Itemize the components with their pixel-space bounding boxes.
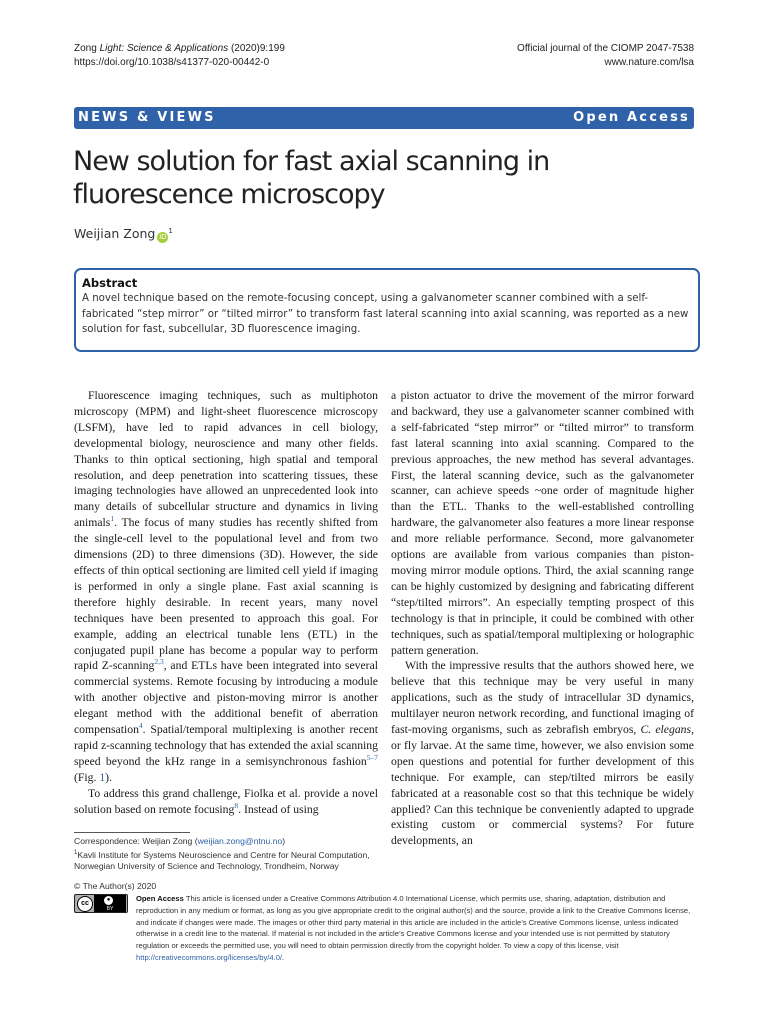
footnote-rule bbox=[74, 832, 190, 833]
text-run: , or fly larvae. At the same time, however, we also envision some open questions and potential for further development of this technique. For example, can step/tilted mirrors be easily fabricated at a reasonable cost so that this technique be widely applied? Can this technique be conveniently adapted to upgrade existing custom or commercial systems? For future developments, an bbox=[391, 723, 694, 848]
license-text bbox=[74, 893, 694, 964]
author-name[interactable]: Weijian Zong bbox=[74, 226, 156, 241]
paragraph-1 bbox=[74, 388, 378, 786]
text-run: . Spatial/temporal multiplexing is another recent rapid z-scanning technology that has extended the axial scanning speed beyond the kHz range in a semisynchronous fashion bbox=[74, 723, 378, 768]
species-name: C. elegans bbox=[640, 723, 692, 737]
text-run: Fluorescence imaging techniques, such as multiphoton microscopy (MPM) and light-sheet fluorescence microscopy (LSFM), have led to rapid advances in cell biology, developmental biology, neuroscience and many other fields. Thanks to thin optical sectioning, high spatial and temporal resolution, and deep penetration into scattering tissues, these imaging technologies have allowed an unprecedented look into many details of subcellular structure and dynamics in living animals bbox=[74, 389, 378, 530]
figure-ref[interactable]: 1 bbox=[99, 770, 106, 784]
section-type: NEWS & VIEWS bbox=[78, 110, 216, 125]
citation-ref[interactable]: 8 bbox=[234, 800, 239, 810]
author-line bbox=[74, 226, 173, 243]
text-run: With the impressive results that the authors showed here, we believe that this technique may be very useful in many applications, such as the study of intracellular 3D dynamics, multilayer neuron network recording, and functional imaging of fast-moving organisms, such as zebrafish embryos, bbox=[391, 659, 694, 737]
journal-official: Official journal of the CIOMP 2047-7538 bbox=[517, 43, 694, 54]
paragraph-2-cont: a piston actuator to drive the movement of the mirror forward and backward, they use a galvanometer scanner combined with a self-fabricated “step mirror” or “tilted mirror” to transform fast lateral scanning into axial scanning. Compared to the previous approaches, the new method has several advantages. First, the lateral scanning device, such as the galvanometer scanner, can achieve speeds ~one order of magnitude higher than the ETL. Thanks to the well-established controlling hardware, the galvanometer also features a more linear response and more reliable performance. Second, more galvanometer options are available from various companies than piston-moving mirror module options. Third, the axial scanning range can be highly customized by designing and fabricating different “step/tilted mirrors”. An especially tempting prospect of this technology is that in principle, it could be combined with other techniques, such as spatial/temporal multiplexing or holographic pattern generation. bbox=[391, 389, 694, 657]
body-column-left bbox=[74, 388, 378, 817]
license-heading: Open Access bbox=[136, 894, 184, 903]
abstract-text: A novel technique based on the remote-focusing concept, using a galvanometer scanner combined with a self-fabricated “step mirror” or “tilted mirror” to transform fast lateral scanning into axial scanning, was reported as a new solution for fast, subcellular, 3D fluorescence imaging. bbox=[82, 293, 689, 335]
text-run: . bbox=[282, 952, 285, 962]
citation-ref[interactable]: 5–7 bbox=[366, 752, 378, 762]
citation-ref[interactable]: 2,3 bbox=[154, 657, 164, 667]
copyright: © The Author(s) 2020 bbox=[74, 881, 157, 891]
orcid-icon[interactable]: iD bbox=[159, 233, 167, 241]
author-affil-ref: 1 bbox=[168, 226, 173, 235]
text-run: ) bbox=[282, 836, 286, 846]
paragraph-2-continuation: . Instead of using bbox=[238, 802, 319, 816]
license-block bbox=[74, 893, 694, 964]
text-run: To address this grand challenge, Fiolka et al. provide a novel solution based on remote focusing bbox=[74, 786, 378, 816]
affil-text: Kavli Institute for Systems Neuroscience and Centre for Neural Computation, Norwegian University of Science and Technology, Trondheim, Norway bbox=[74, 849, 370, 871]
citation-ref[interactable]: 1 bbox=[110, 514, 115, 524]
journal-name: Light: Science & Applications bbox=[99, 43, 229, 54]
paragraph-3 bbox=[391, 658, 694, 849]
person-icon: ● bbox=[104, 896, 113, 905]
abstract-heading: Abstract bbox=[82, 276, 138, 290]
text-run: (Fig. bbox=[74, 770, 100, 784]
affiliation bbox=[74, 848, 378, 873]
cc-icon: cc bbox=[77, 896, 93, 912]
by-label: BY bbox=[94, 906, 126, 912]
citation-ref[interactable]: 4 bbox=[138, 721, 143, 731]
section-banner bbox=[74, 107, 694, 129]
license-body: This article is licensed under a Creative Commons Attribution 4.0 International License, which permits use, sharing, adaptation, distribution and reproduction in any medium or format, as long as you give appropriate credit to the original author(s) and the source, provide a link to the Creative Commons license, and indicate if changes were made. The images or other third party material in this article are included in the article’s Creative Commons license, unless indicated otherwise in a credit line to the material. If material is not included in the article’s Creative Commons license and your intended use is not permitted by statutory regulation or exceeds the permitted use, you will need to obtain permission directly from the copyright holder. To view a copy of this license, visit bbox=[136, 894, 691, 951]
correspondence bbox=[74, 836, 378, 848]
running-header-left bbox=[74, 42, 285, 70]
text-run: . The focus of many studies has recently shifted from the single-cell level to the populational level and from two dimensions (2D) to three dimensions (3D). However, the side effects of thin optical sectioning are limited cell yield if imaging is performed in only a single plane. Fast axial scanning is therefore highly desirable. In recent years, many novel techniques have been presented to approach this goal. For example, adding an electrical tunable lens (ETL) in the conjugated pupil plane has become a popular way to perform rapid Z-scanning bbox=[74, 516, 378, 673]
text-run: ). bbox=[105, 770, 112, 784]
footnote bbox=[74, 832, 378, 872]
affil-number: 1 bbox=[74, 849, 78, 856]
license-link[interactable]: http://creativecommons.org/licenses/by/4.0/ bbox=[136, 952, 283, 962]
article-title: New solution for fast axial scanning in fluorescence microscopy bbox=[73, 146, 550, 210]
running-header-right bbox=[517, 42, 694, 70]
email-link[interactable]: weijian.zong@ntnu.no bbox=[197, 836, 283, 846]
text-run: Correspondence: Weijian Zong ( bbox=[74, 836, 198, 846]
doi-link[interactable]: https://doi.org/10.1038/s41377-020-00442-0 bbox=[74, 57, 270, 68]
journal-url[interactable]: www.nature.com/lsa bbox=[604, 57, 694, 68]
paragraph-2 bbox=[74, 786, 378, 818]
abstract-box bbox=[74, 268, 700, 352]
header-volume: (2020)9:199 bbox=[228, 43, 285, 54]
cc-by-badge-icon[interactable] bbox=[74, 894, 128, 913]
header-author: Zong bbox=[74, 43, 100, 54]
open-access-label: Open Access bbox=[573, 110, 690, 125]
body-column-right bbox=[391, 388, 694, 849]
text-run: , and ETLs have been integrated into several commercial systems. Remote focusing by introducing a module with another objective and piston-moving mirror is another elegant method with the additional benefit of aberration compensation bbox=[74, 659, 378, 737]
